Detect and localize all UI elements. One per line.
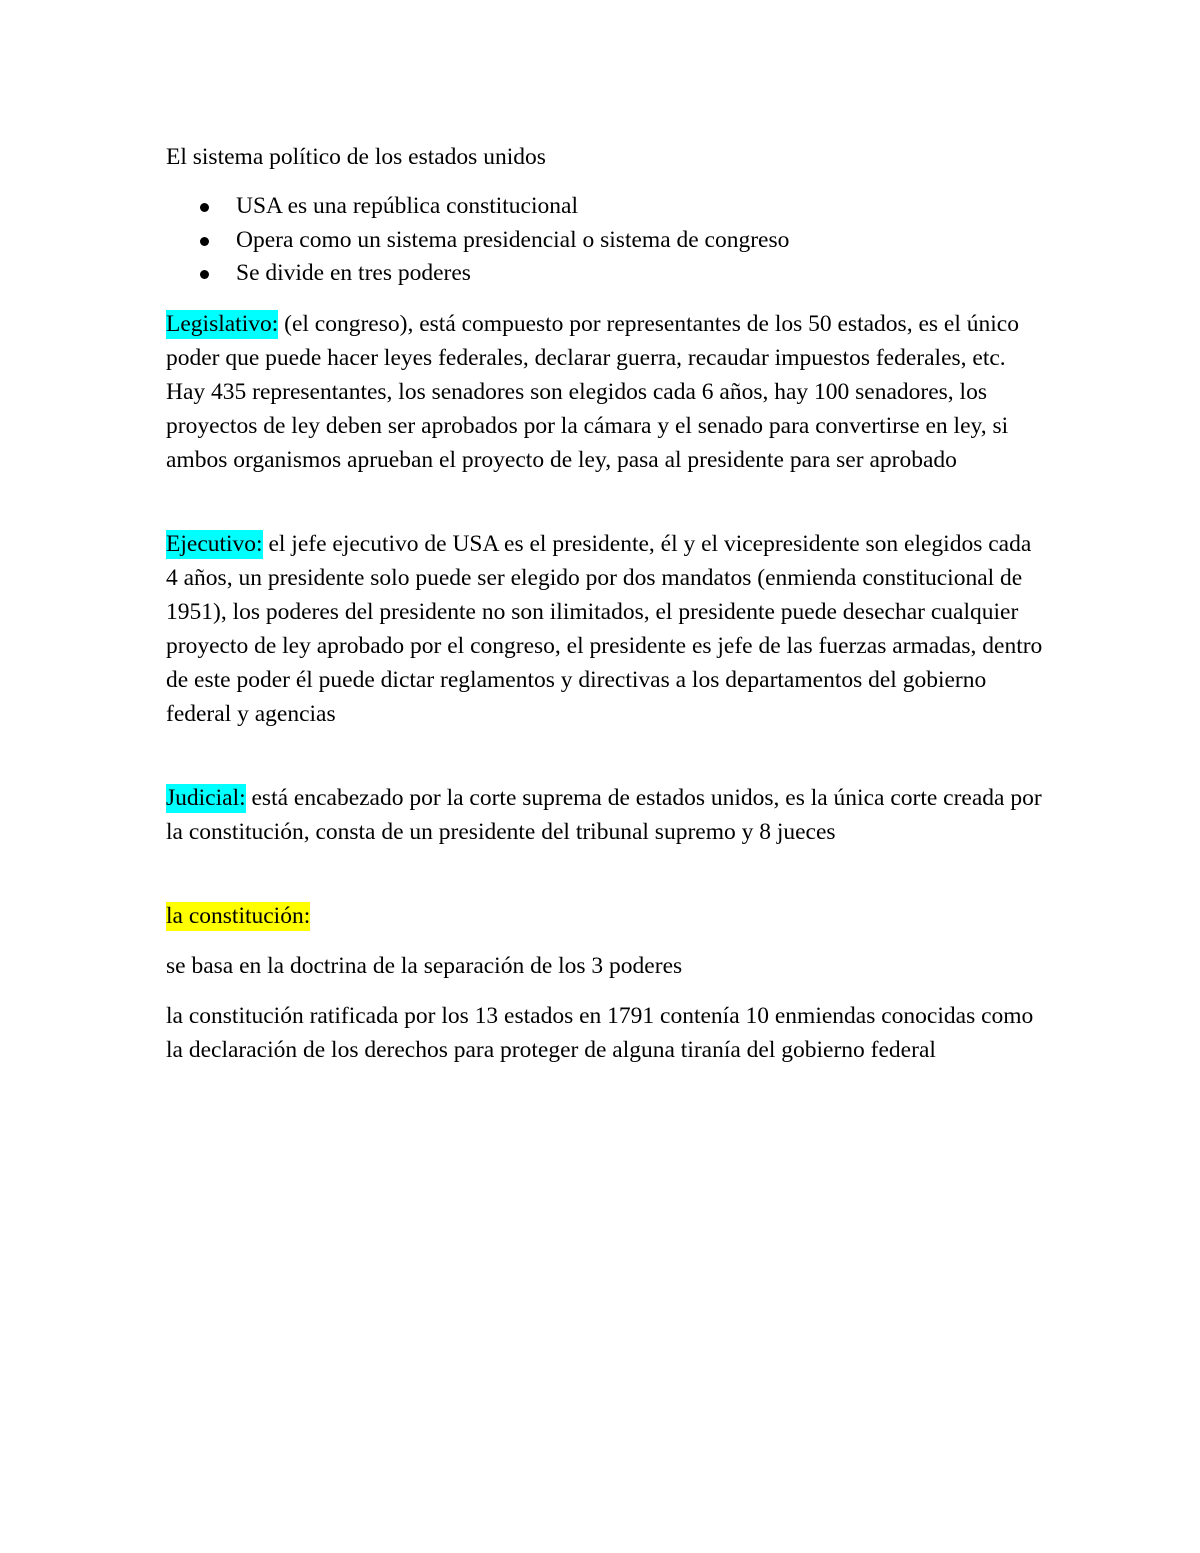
document-title: El sistema político de los estados unidos	[166, 144, 546, 170]
constitucion-paragraph-1: se basa en la doctrina de la separación de los 3 poderes	[166, 952, 683, 979]
judicial-label: Judicial:	[166, 784, 246, 811]
spacer	[166, 747, 1046, 781]
list-item-text: Opera como un sistema presidencial o sistema de congreso	[236, 226, 790, 253]
legislativo-label: Legislativo:	[166, 310, 279, 337]
constitucion-heading	[166, 899, 1046, 933]
judicial-paragraph	[166, 781, 1046, 849]
constitucion-label: la constitución:	[166, 902, 311, 929]
judicial-text: está encabezado por la corte suprema de estados unidos, es la única corte creada por la constitución, consta de un presidente del tribunal supremo y 8 jueces	[166, 784, 1042, 845]
list-item-text: Se divide en tres poderes	[236, 260, 471, 286]
list-item	[166, 257, 1046, 291]
list-item	[166, 190, 1046, 224]
bullet-list	[166, 190, 1046, 291]
ejecutivo-text: el jefe ejecutivo de USA es el presidente, él y el vicepresidente son elegidos cada 4 años, un presidente solo puede ser elegido por dos mandatos (enmienda constitucional de 1951), los poderes del presidente no son ilimitados, el presidente puede desechar cualquier proyecto de ley aprobado por el congreso, el presidente es jefe de las fuerzas armadas, dentro de este poder él puede dictar reglamentos y directivas a los departamentos del gobierno federal y agencias	[166, 530, 1043, 727]
bullet-icon	[200, 203, 209, 212]
legislativo-paragraph	[166, 307, 1046, 477]
constitucion-paragraph-2: la constitución ratificada por los 13 estados en 1791 contenía 10 enmiendas conocidas como la declaración de los derechos para proteger de alguna tiranía del gobierno federal	[166, 1002, 1034, 1063]
list-item-text: USA es una república constitucional	[236, 193, 578, 219]
spacer	[166, 493, 1046, 527]
ejecutivo-label: Ejecutivo:	[166, 530, 263, 557]
spacer	[166, 865, 1046, 899]
list-item	[166, 224, 1046, 258]
legislativo-text: (el congreso), está compuesto por representantes de los 50 estados, es el único poder que puede hacer leyes federales, declarar guerra, recaudar impuestos federales, etc. Hay 435 representantes, los senadores son elegidos cada 6 años, hay 100 senadores, los proyectos de ley deben ser aprobados por la cámara y el senado para convertirse en ley, si ambos organismos aprueban el proyecto de ley, pasa al presidente para ser aprobado	[166, 310, 1019, 473]
document-body	[166, 140, 1046, 1083]
bullet-icon	[200, 270, 209, 279]
ejecutivo-paragraph	[166, 527, 1046, 731]
bullet-icon	[200, 237, 209, 246]
